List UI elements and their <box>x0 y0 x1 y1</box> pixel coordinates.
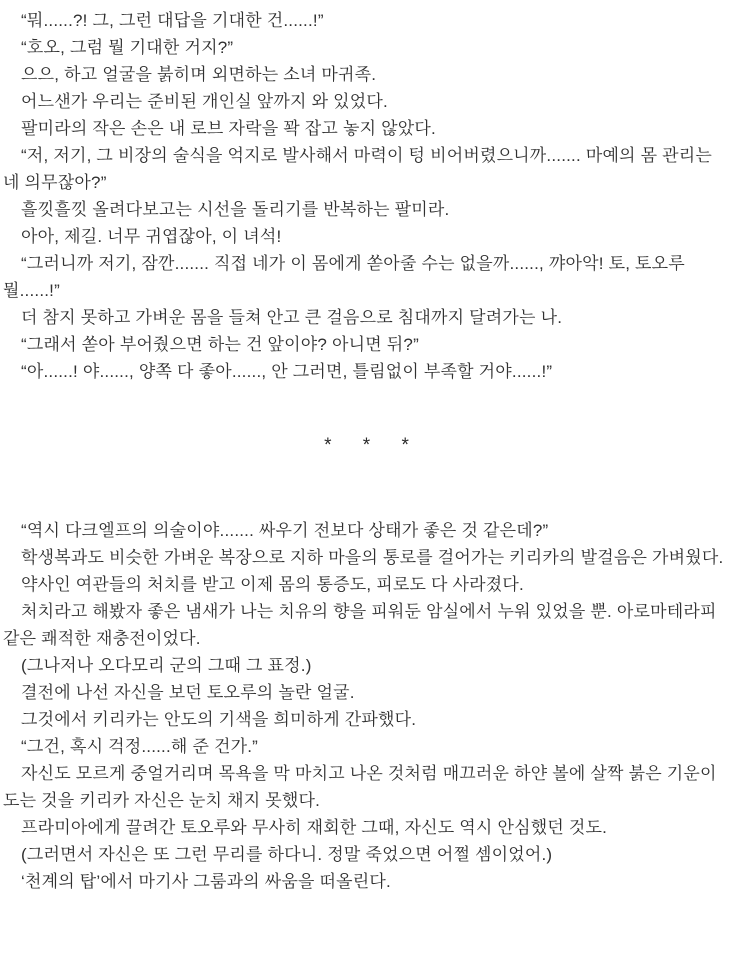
paragraph: “저, 저기, 그 비장의 술식을 억지로 발사해서 마력이 텅 비어버렸으니까....... 마예의 몸 관리는 네 의무잖아?” <box>3 146 713 192</box>
paragraph: 처치라고 해봤자 좋은 냄새가 나는 치유의 향을 피워둔 암실에서 누워 있었을 뿐. 아로마테라피 같은 쾌적한 재충전이었다. <box>3 602 717 648</box>
paragraph: “아......! 야......, 양쪽 다 좋아......, 안 그러면, 틀림없이 부족할 거야......!” <box>21 362 553 381</box>
paragraph: 팔미라의 작은 손은 내 로브 자락을 꽉 잡고 놓지 않았다. <box>21 119 436 138</box>
paragraph: 더 참지 못하고 가벼운 몸을 들쳐 안고 큰 걸음으로 침대까지 달려가는 나. <box>21 308 563 327</box>
paragraph: “그건, 혹시 걱정......해 준 건가.” <box>21 737 259 756</box>
paragraph: 아아, 제길. 너무 귀엽잖아, 이 녀석! <box>21 227 282 246</box>
paragraph: “그러니까 저기, 잠깐....... 직접 네가 이 몸에게 쏟아줄 수는 없을까......, 꺄아악! 토, 토오루 뭘......!” <box>3 254 685 300</box>
paragraph: 자신도 모르게 중얼거리며 목욕을 막 마치고 나온 것처럼 매끄러운 하얀 볼에 살짝 붉은 기운이 도는 것을 키리카 자신은 눈치 채지 못했다. <box>3 764 717 810</box>
paragraph: 그것에서 키리카는 안도의 기색을 희미하게 간파했다. <box>21 710 417 729</box>
paragraph: 결전에 나선 자신을 보던 토오루의 놀란 얼굴. <box>21 683 355 702</box>
paragraph: “그래서 쏟아 부어줬으면 하는 건 앞이야? 아니면 뒤?” <box>21 335 419 354</box>
paragraph: 약사인 여관들의 처치를 받고 이제 몸의 통증도, 피로도 다 사라졌다. <box>21 575 524 594</box>
text-section-1 <box>3 7 730 385</box>
paragraph: 프라미아에게 끌려간 토오루와 무사히 재회한 그때, 자신도 역시 안심했던 것도. <box>21 818 608 837</box>
paragraph: 으으, 하고 얼굴을 붉히며 외면하는 소녀 마귀족. <box>21 65 377 84</box>
paragraph: “뭐......?! 그, 그런 대답을 기대한 건......!” <box>21 11 324 30</box>
paragraph: “역시 다크엘프의 의술이야....... 싸우기 전보다 상태가 좋은 것 같은데?” <box>21 521 549 540</box>
text-section-2 <box>3 517 730 895</box>
paragraph: (그러면서 자신은 또 그런 무리를 하다니. 정말 죽었으면 어쩔 셈이었어.) <box>21 845 553 864</box>
paragraph: ‘천계의 탑’에서 마기사 그룸과의 싸움을 떠올린다. <box>21 872 391 891</box>
paragraph: (그나저나 오다모리 군의 그때 그 표정.) <box>21 656 312 675</box>
paragraph: 어느샌가 우리는 준비된 개인실 앞까지 와 있었다. <box>21 92 388 111</box>
paragraph: “호오, 그럼 뭘 기대한 거지?” <box>21 38 234 57</box>
scene-break-separator: * * * <box>324 435 422 456</box>
paragraph: 학생복과도 비슷한 가벼운 복장으로 지하 마을의 통로를 걸어가는 키리카의 발걸음은 가벼웠다. <box>21 548 724 567</box>
paragraph: 흘낏흘낏 올려다보고는 시선을 돌리기를 반복하는 팔미라. <box>21 200 450 219</box>
